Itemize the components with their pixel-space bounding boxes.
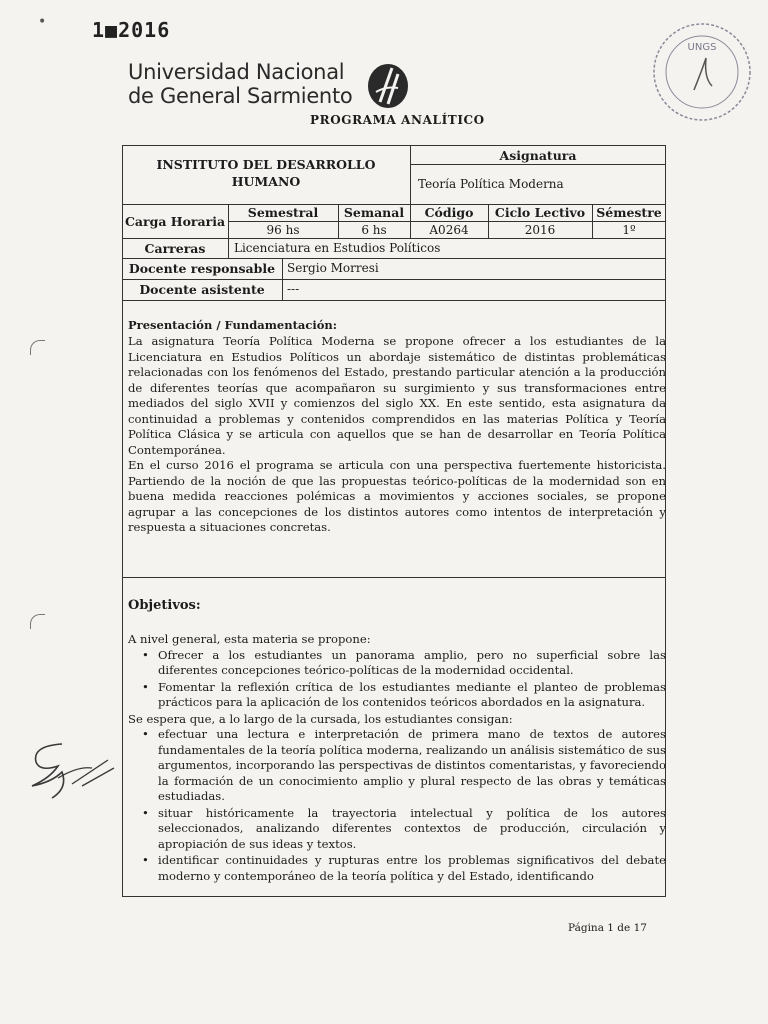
scan-dot: • [38, 14, 47, 30]
presentacion-heading: Presentación / Fundamentación: [128, 318, 337, 332]
semestre-label: Sémestre [596, 205, 662, 220]
bullet-icon: • [142, 727, 149, 741]
docente-responsable-label: Docente responsable [128, 261, 276, 276]
list-item [128, 648, 666, 679]
asignatura-value: Teoría Política Moderna [418, 177, 564, 191]
semestral-value: 96 hs [266, 223, 300, 237]
university-name [128, 60, 352, 108]
institute-name-line2: HUMANO [231, 174, 301, 189]
presentacion-body [128, 334, 666, 536]
table-divider [410, 164, 666, 165]
codigo-label: Código [424, 205, 474, 220]
institution-seal-icon [650, 20, 754, 124]
objetivos-general-list [128, 648, 666, 711]
list-item-text: situar históricamente la trayectoria intelectual y política de los autores seleccionados, analizando diferentes contextos de producción, circulación y apropiación de sus ideas y textos. [158, 805, 666, 851]
stamp-number: 1■2016 [92, 18, 171, 42]
table-divider [122, 238, 666, 239]
asignatura-label: Asignatura [499, 148, 577, 163]
list-item-text: identificar continuidades y rupturas entre los problemas significativos del debate moderno y contemporáneo de la teoría política y del Estado, identificando [158, 853, 666, 883]
bullet-icon: • [142, 805, 149, 820]
carga-horaria-label: Carga Horaria [124, 214, 226, 229]
semestre-value: 1º [622, 223, 636, 237]
list-item [128, 806, 666, 853]
carreras-value: Licenciatura en Estudios Políticos [234, 241, 441, 255]
institute-name [122, 156, 410, 190]
semanal-label: Semanal [343, 205, 405, 220]
ciclo-lectivo-value: 2016 [524, 223, 556, 237]
university-name-line2: de General Sarmiento [128, 84, 353, 108]
list-item-text: Ofrecer a los estudiantes un panorama amplio, pero no superficial sobre las diferentes concepciones teórico-políticas de la modernidad occidental. [158, 647, 666, 677]
university-name-line1: Universidad Nacional [128, 60, 345, 84]
seal-text: UNGS [687, 42, 717, 53]
list-item-text: efectuar una lectura e interpretación de primera mano de textos de autores fundamentales de la teoría política moderna, realizando un análisis sistemático de sus argumentos, incorporando las perspectivas de distintos comentaristas, y favoreciendo la formación de un conocimiento amplio y plural respecto de las obras y temáticas estudiadas. [158, 727, 666, 803]
bullet-icon: • [142, 679, 149, 694]
table-divider [122, 279, 666, 280]
semestral-label: Semestral [247, 205, 319, 220]
list-item [128, 853, 666, 884]
list-item [128, 680, 666, 711]
objetivos-body [128, 632, 666, 885]
page-number: Página 1 de 17 [568, 922, 647, 934]
semanal-value: 6 hs [361, 223, 387, 237]
signature-icon [22, 738, 118, 804]
docente-asistente-value: --- [287, 282, 300, 296]
objetivos-heading: Objetivos: [128, 598, 201, 613]
table-divider [122, 300, 666, 301]
institute-name-line1: INSTITUTO DEL DESARROLLO [156, 157, 376, 172]
presentacion-paragraph: La asignatura Teoría Política Moderna se propone ofrecer a los estudiantes de la Licenciatura en Estudios Políticos un abordaje sistemático de distintas problemáticas relacionadas con los fenómenos del Estado, prestando particular atención a la producción de diferentes teorías que acompañaron su surgimiento y sus transformaciones entre mediados del siglo XVII y comienzos del siglo XX. En este sentido, esta asignatura da continuidad a problemas y contenidos comprendidos en las materias Política y Teoría Política Clásica y se articula con aquellos que se han de desarrollar en Teoría Política Contemporánea. [128, 334, 666, 457]
objetivos-intro-general: A nivel general, esta materia se propone: [128, 632, 371, 646]
objetivos-intro-specific: Se espera que, a lo largo de la cursada, los estudiantes consigan: [128, 711, 513, 726]
program-title: PROGRAMA ANALÍTICO [310, 113, 485, 127]
objetivos-specific-list [128, 727, 666, 884]
ciclo-lectivo-label: Ciclo Lectivo [494, 205, 586, 220]
section-divider [122, 577, 666, 578]
docente-asistente-label: Docente asistente [139, 282, 265, 297]
list-item-text: Fomentar la reflexión crítica de los estudiantes mediante el planteo de problemas prácticos para la aplicación de los contenidos teóricos abordados en la asignatura. [158, 679, 666, 709]
bullet-icon: • [142, 853, 149, 867]
docente-responsable-value: Sergio Morresi [287, 261, 379, 275]
table-divider [122, 258, 666, 259]
bullet-icon: • [142, 647, 149, 662]
binding-mark-icon [30, 614, 45, 629]
university-logo-icon [366, 62, 410, 110]
list-item [128, 727, 666, 805]
carreras-label: Carreras [144, 241, 206, 256]
binding-mark-icon [30, 340, 45, 355]
presentacion-paragraph: En el curso 2016 el programa se articula con una perspectiva fuertemente historicista. Partiendo de la noción de que las propuestas teórico-políticas de la modernidad son en buena medida reacciones polémicas a movimientos y acciones sociales, se propone agrupar a las concepciones de los distintos autores como intentos de interpretación y respuesta a situaciones concretas. [128, 458, 666, 534]
codigo-value: A0264 [429, 223, 469, 237]
table-divider [228, 221, 666, 222]
table-divider [282, 258, 283, 300]
